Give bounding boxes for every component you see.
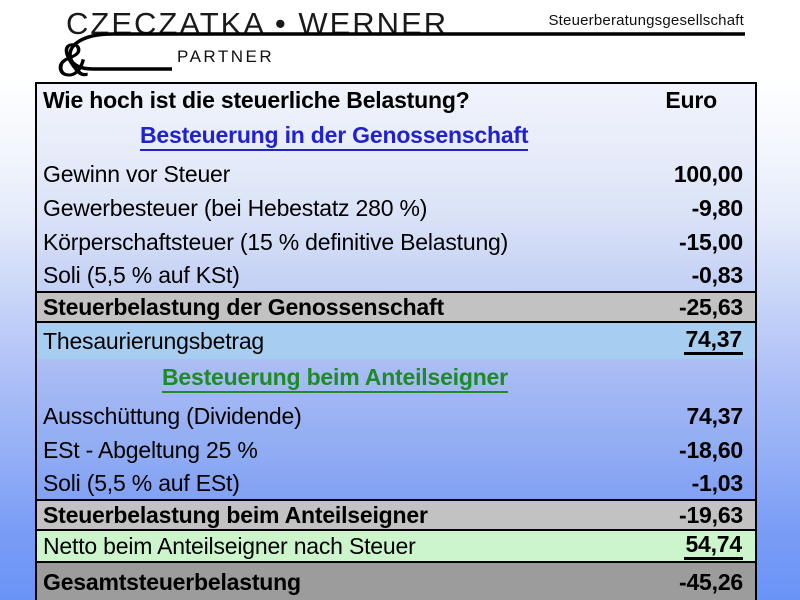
table-row-gewerbesteuer	[37, 191, 755, 225]
table-row-thesaurierungsbetrag	[37, 323, 755, 359]
section-heading-anteilseigner	[37, 359, 755, 399]
row-label: Soli (5,5 % auf KSt)	[43, 261, 240, 288]
ampersand-glyph: &	[57, 33, 89, 86]
table-row-koerperschaftsteuer	[37, 225, 755, 259]
section-heading-genossenschaft	[37, 117, 755, 157]
section-heading-label: Besteuerung in der Genossenschaft	[140, 123, 528, 151]
row-value-underlined: 74,37	[684, 327, 743, 355]
row-value-underlined: 54,74	[684, 532, 743, 560]
row-label: Netto beim Anteilseigner nach Steuer	[43, 532, 416, 559]
row-value: -45,26	[678, 569, 743, 595]
table-row-gesamtsteuerbelastung	[37, 563, 755, 600]
row-value: 100,00	[673, 160, 743, 187]
table-row-soli-kst	[37, 259, 755, 291]
row-value: -15,00	[678, 228, 743, 255]
tax-calculation-table	[35, 82, 757, 600]
table-row-steuerbelastung-anteilseigner	[37, 499, 755, 531]
row-label: Gesamtsteuerbelastung	[43, 569, 301, 595]
row-value: -19,63	[678, 501, 743, 528]
table-row-est-abgeltung	[37, 433, 755, 467]
row-value: -1,03	[691, 469, 743, 496]
row-label: Soli (5,5 % auf ESt)	[43, 469, 240, 496]
row-label: Thesaurierungsbetrag	[43, 327, 265, 354]
row-label: Steuerbelastung beim Anteilseigner	[43, 501, 428, 528]
table-row-gewinn-vor-steuer	[37, 157, 755, 191]
row-value: -9,80	[691, 194, 743, 221]
row-value: -18,60	[678, 436, 743, 463]
row-label: Gewerbesteuer (bei Hebestatz 280 %)	[43, 194, 428, 221]
row-label: Ausschüttung (Dividende)	[43, 402, 302, 429]
table-header-row	[37, 84, 755, 117]
row-value: -25,63	[678, 293, 743, 320]
logo-header	[0, 0, 800, 86]
table-question: Wie hoch ist die steuerliche Belastung?	[43, 87, 470, 113]
table-row-steuerbelastung-genossenschaft	[37, 291, 755, 323]
company-tagline: Steuerberatungsgesellschaft	[548, 12, 744, 29]
table-row-ausschuettung	[37, 399, 755, 433]
row-label: Gewinn vor Steuer	[43, 160, 231, 187]
section-heading-label: Besteuerung beim Anteilseigner	[162, 365, 508, 393]
row-value: -0,83	[691, 261, 743, 288]
currency-unit-label: Euro	[665, 87, 717, 113]
logo-swoosh-line	[0, 0, 760, 80]
row-value: 74,37	[686, 402, 743, 429]
table-row-netto-nach-steuer	[37, 531, 755, 563]
row-label: Steuerbelastung der Genossenschaft	[43, 293, 444, 320]
table-row-soli-est	[37, 467, 755, 499]
row-label: ESt - Abgeltung 25 %	[43, 436, 258, 463]
partner-label: PARTNER	[177, 47, 275, 66]
row-label: Körperschaftsteuer (15 % definitive Belastung)	[43, 228, 509, 255]
company-name: CZECZATKA • WERNER	[66, 6, 449, 41]
